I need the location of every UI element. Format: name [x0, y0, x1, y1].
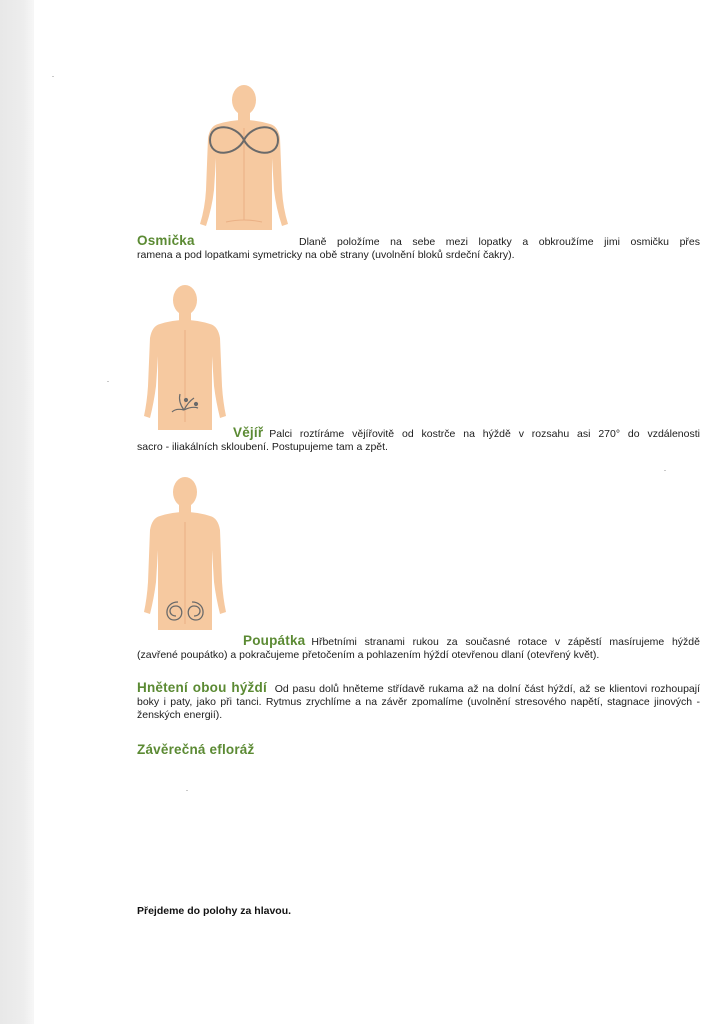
section-text-poupatka-line1: Hřbetními stranami rukou za současné rotace v zápěstí masírujeme hýždě	[311, 636, 700, 648]
body-figure-vejir	[140, 282, 230, 432]
scan-speck	[664, 470, 666, 471]
section-vejir	[137, 426, 700, 454]
section-text-osmicka-rest: ramena a pod lopatkami symetricky na obě strany (uvolnění bloků srdeční čakry).	[137, 249, 515, 261]
section-text-hneteni: Od pasu dolů hněteme střídavě rukama až na dolní část hýždí, až se klientovi rozhoupají boky i paty, jako při tanci. Rytmus zrychlíme a na závěr zpomalíme (uvolnění stresového napětí, stagnace jinových - ženských energií).	[137, 683, 701, 721]
scan-speck	[186, 790, 188, 791]
section-title-hneteni: Hnětení obou hýždí	[137, 680, 267, 695]
section-text-vejir-rest: sacro - iliakálních skloubení. Postupujeme tam a zpět.	[137, 441, 388, 453]
section-osmicka	[137, 234, 700, 262]
section-hneteni	[137, 681, 700, 722]
body-figure-osmicka	[196, 80, 306, 240]
section-text-poupatka-rest: (zavřené poupátko) a pokračujeme přetočením a pohlazením hýždí otevřenou dlaní (otevřený květ).	[137, 649, 600, 661]
section-title-vejir: Vějíř	[233, 425, 264, 440]
closing-instruction: Přejdeme do polohy za hlavou.	[137, 905, 292, 917]
section-title-poupatka: Poupátka	[243, 633, 306, 648]
section-zaverecna	[137, 741, 254, 759]
scan-edge-shadow	[0, 0, 34, 1024]
section-title-osmicka: Osmička	[137, 233, 195, 248]
section-text-vejir-line1: Palci roztíráme vějířovitě od kostrče na hýždě v rozsahu asi 270° do vzdálenosti	[269, 428, 700, 440]
section-title-zaverecna: Závěrečná efloráž	[137, 742, 255, 757]
section-poupatka	[137, 634, 700, 662]
scan-speck	[52, 76, 54, 77]
body-figure-poupatka	[140, 474, 230, 634]
section-text-osmicka-line1: Dlaně položíme na sebe mezi lopatky a obkroužíme jimi osmičku přes	[299, 236, 700, 248]
scan-speck	[107, 381, 109, 382]
